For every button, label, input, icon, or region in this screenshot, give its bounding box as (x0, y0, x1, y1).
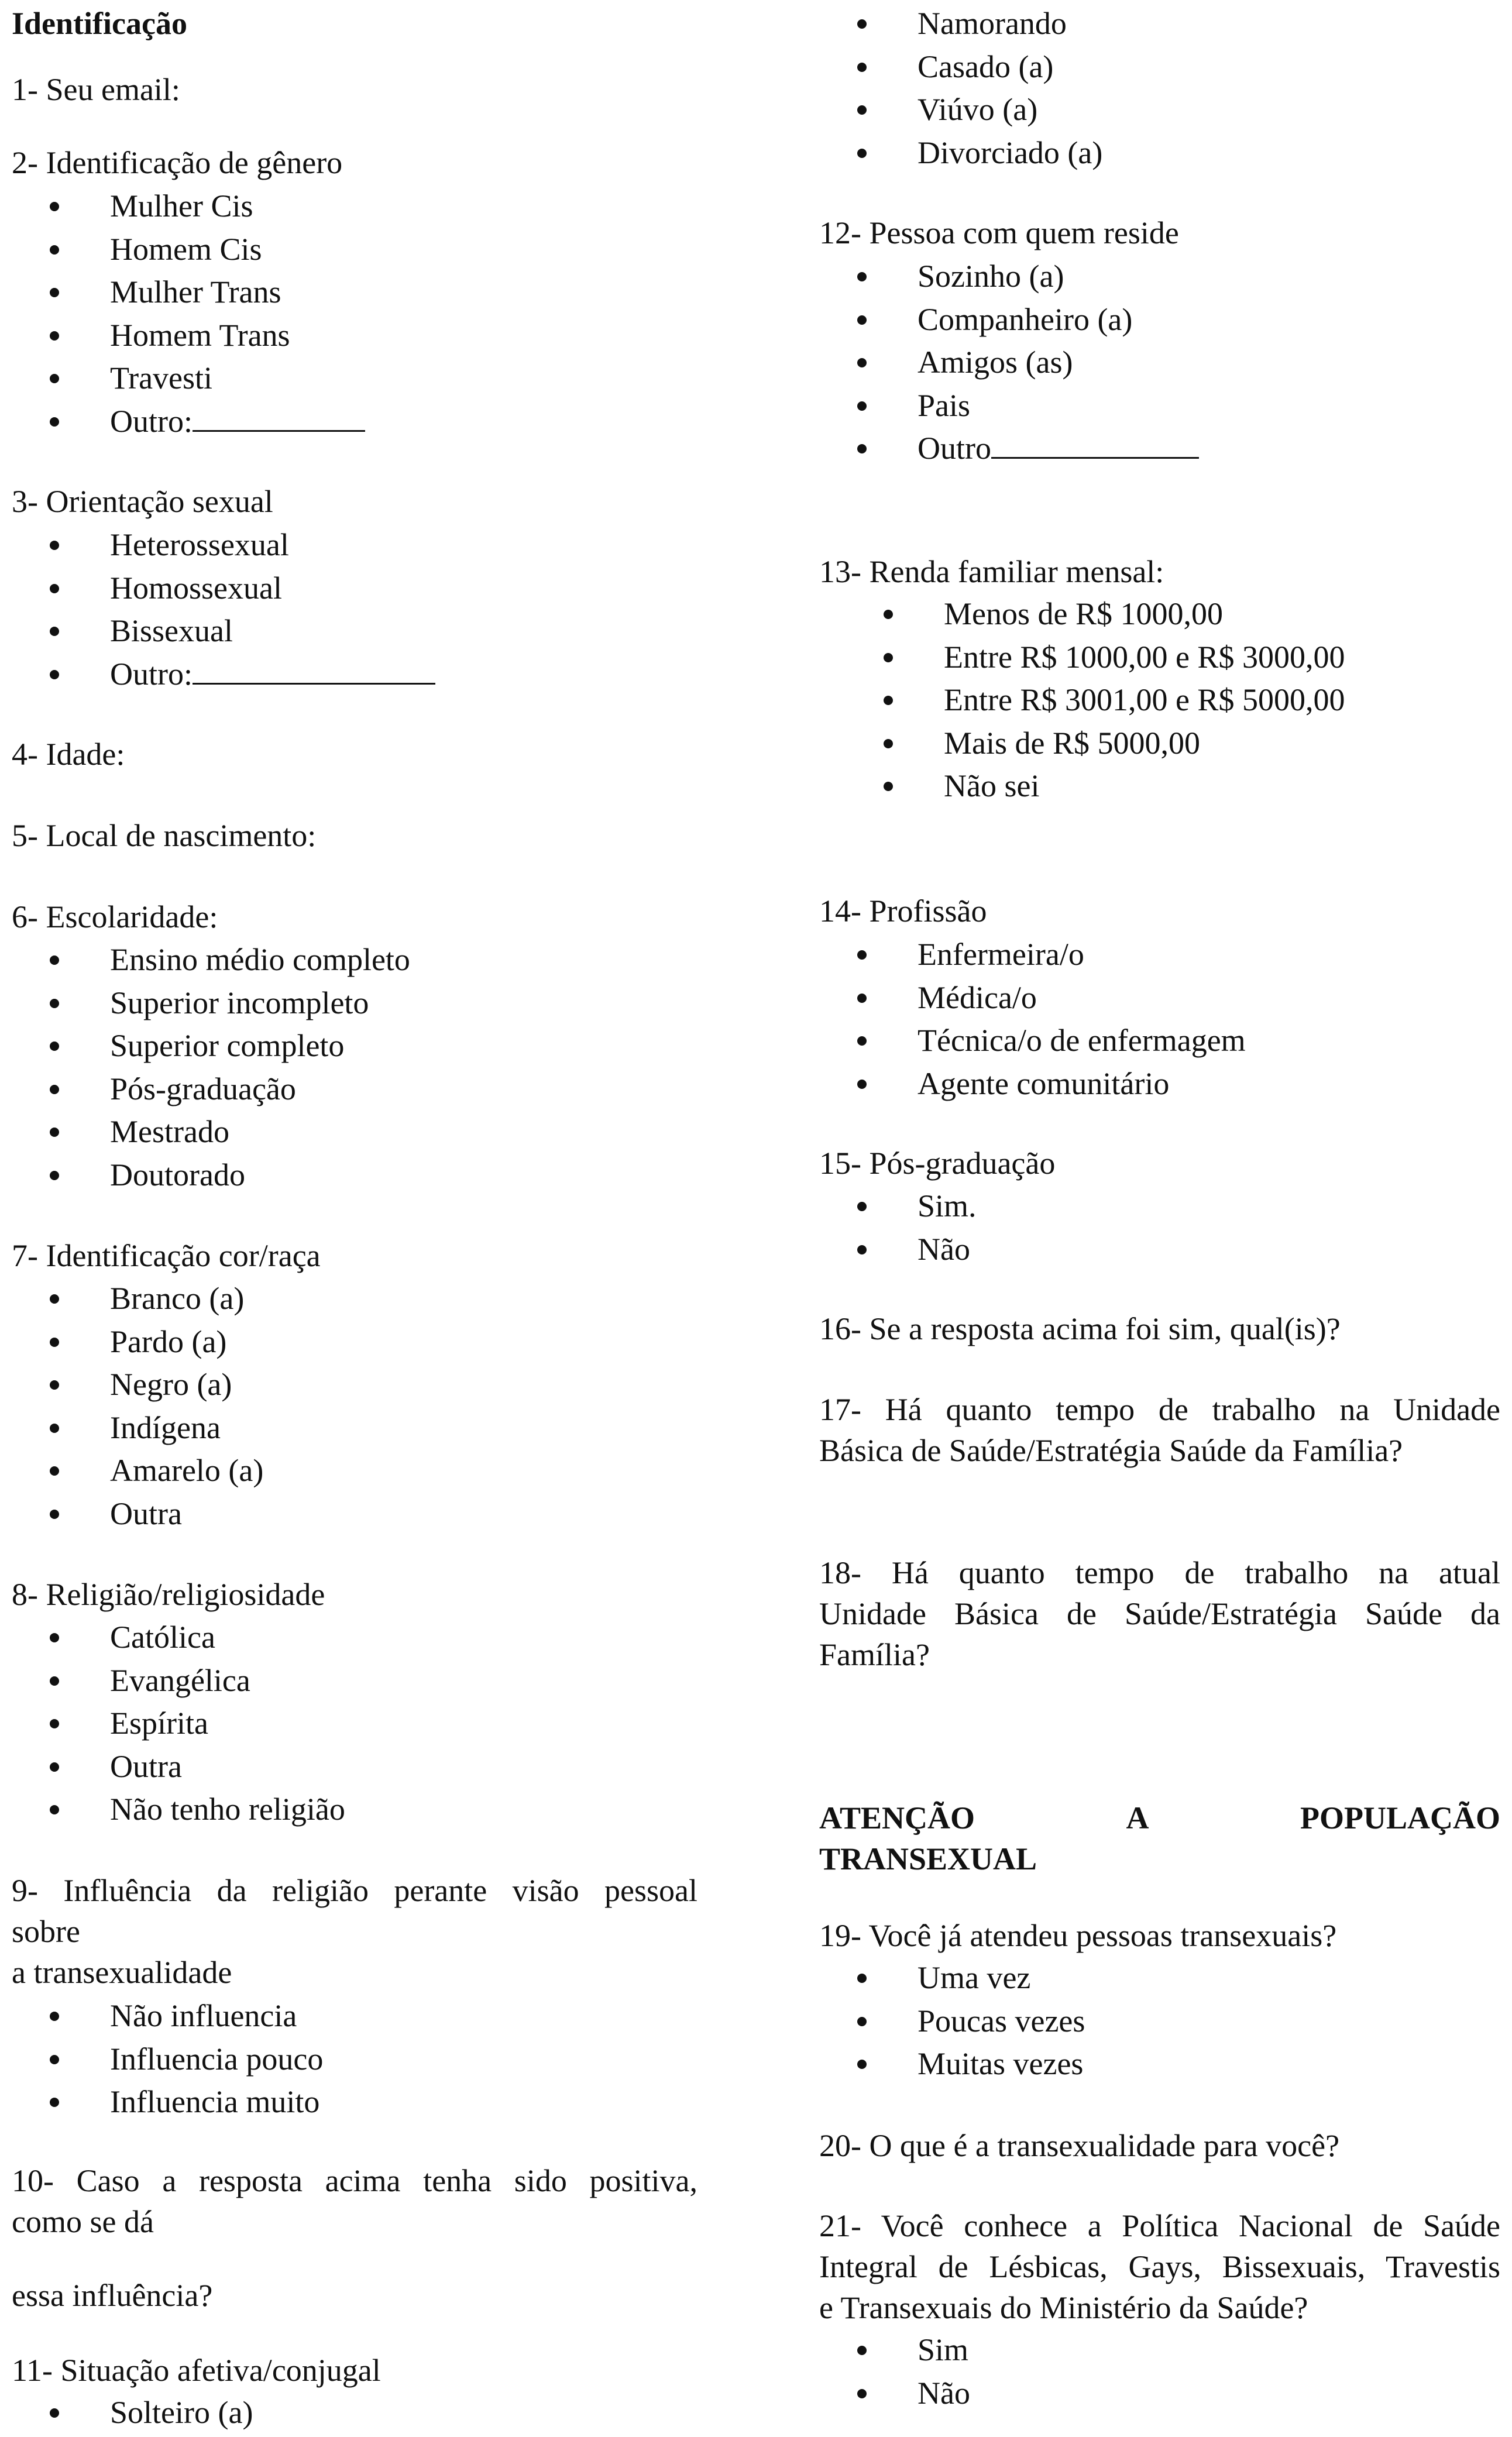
bullet-icon (50, 1510, 59, 1519)
bullet-icon (857, 1245, 867, 1254)
option-doutorado[interactable]: Doutorado (110, 1154, 410, 1197)
bullet-icon (884, 739, 893, 748)
option-bissexual[interactable]: Bissexual (110, 610, 435, 653)
marital-options-start (110, 2391, 253, 2435)
option-influencia-pouco[interactable]: Influencia pouco (110, 2038, 323, 2081)
option-nao-policy[interactable]: Não (917, 2372, 970, 2415)
option-nao-sei[interactable]: Não sei (944, 765, 1345, 808)
bullet-icon (857, 994, 867, 1003)
bullet-icon (50, 2098, 59, 2107)
bullet-icon (884, 610, 893, 619)
outro-gender-blank[interactable] (193, 404, 365, 432)
bullet-icon (857, 1036, 867, 1046)
bullet-icon (857, 444, 867, 453)
option-nao-postgrad[interactable]: Não (917, 1228, 977, 1271)
bullet-icon (50, 1085, 59, 1094)
option-nao-influencia[interactable]: Não influencia (110, 1995, 323, 2038)
page-title: Identificação (12, 6, 187, 41)
gender-options (110, 185, 365, 443)
question-11-marital: 11- Situação afetiva/conjugal (12, 2353, 381, 2388)
section-heading: ATENÇÃO A POPULAÇÃO TRANSEXUAL (819, 1800, 1500, 1876)
option-outro-residence[interactable]: Outro (917, 427, 1199, 470)
option-mulher-cis[interactable]: Mulher Cis (110, 185, 365, 228)
bullet-icon (50, 1128, 59, 1137)
religion-options (110, 1616, 345, 1831)
orientation-options (110, 524, 435, 696)
bullet-icon (857, 19, 867, 29)
bullet-icon (50, 1719, 59, 1728)
marital-options-continued (917, 2, 1102, 174)
bullet-icon (857, 2017, 867, 2026)
option-superior-incompleto[interactable]: Superior incompleto (110, 982, 410, 1025)
bullet-icon (50, 1762, 59, 1772)
option-medica[interactable]: Médica/o (917, 977, 1246, 1020)
question-18-line2: Unidade Básica de Saúde/Estratégia Saúde da (819, 1596, 1500, 1631)
option-sozinho[interactable]: Sozinho (a) (917, 255, 1199, 298)
option-superior-completo[interactable]: Superior completo (110, 1025, 410, 1068)
bullet-icon (857, 1974, 867, 1983)
profession-options (917, 933, 1246, 1105)
bullet-icon (50, 541, 59, 550)
bullet-icon (50, 2012, 59, 2021)
bullet-icon (50, 627, 59, 636)
option-ensino-medio[interactable]: Ensino médio completo (110, 939, 410, 982)
option-enfermeira[interactable]: Enfermeira/o (917, 933, 1246, 977)
option-influencia-muito[interactable]: Influencia muito (110, 2081, 323, 2124)
bullet-icon (50, 1633, 59, 1642)
bullet-icon (857, 2346, 867, 2355)
bullet-icon (857, 2060, 867, 2069)
bullet-icon (50, 331, 59, 341)
option-sim-postgrad[interactable]: Sim. (917, 1185, 977, 1228)
option-indigena[interactable]: Indígena (110, 1407, 263, 1450)
question-12-residence: 12- Pessoa com quem reside (819, 215, 1179, 250)
bullet-icon (857, 358, 867, 367)
option-outro-orientation[interactable]: Outro: (110, 653, 435, 696)
outro-orientation-blank[interactable] (193, 657, 435, 685)
option-viuvo[interactable]: Viúvo (a) (917, 88, 1102, 132)
question-16-which: 16- Se a resposta acima foi sim, qual(is)? (819, 1311, 1341, 1346)
question-13-income: 13- Renda familiar mensal: (819, 554, 1164, 589)
option-namorando[interactable]: Namorando (917, 2, 1102, 46)
option-outro-gender[interactable]: Outro: (110, 400, 365, 444)
bullet-icon (50, 2408, 59, 2418)
question-14-profession: 14- Profissão (819, 893, 987, 929)
question-18-line1: 18- Há quanto tempo de trabalho na atual (819, 1555, 1500, 1590)
policy-options (917, 2329, 970, 2415)
bullet-icon (50, 1338, 59, 1347)
question-18-line3: Família? (819, 1637, 930, 1672)
bullet-icon (857, 1202, 867, 1211)
postgrad-options (917, 1185, 977, 1271)
option-mestrado[interactable]: Mestrado (110, 1111, 410, 1154)
question-6-education: 6- Escolaridade: (12, 899, 218, 934)
bullet-icon (50, 1424, 59, 1433)
bullet-icon (50, 374, 59, 383)
option-pais[interactable]: Pais (917, 384, 1199, 428)
bullet-icon (884, 696, 893, 705)
question-17-line2: Básica de Saúde/Estratégia Saúde da Família? (819, 1433, 1403, 1468)
bullet-icon (50, 670, 59, 679)
question-21-line1: 21- Você conhece a Política Nacional de Saúde (819, 2208, 1500, 2243)
bullet-icon (50, 955, 59, 965)
option-companheiro[interactable]: Companheiro (a) (917, 298, 1199, 342)
bullet-icon (50, 1380, 59, 1390)
question-10-line3: essa influência? (12, 2278, 213, 2313)
bullet-icon (50, 584, 59, 593)
bullet-icon (50, 1042, 59, 1051)
option-homem-cis[interactable]: Homem Cis (110, 228, 365, 271)
question-8-religion: 8- Religião/religiosidade (12, 1577, 325, 1612)
bullet-icon (50, 288, 59, 297)
option-solteiro[interactable]: Solteiro (a) (110, 2391, 253, 2435)
bullet-icon (884, 782, 893, 791)
outro-residence-blank[interactable] (991, 431, 1199, 459)
option-pos-graduacao[interactable]: Pós-graduação (110, 1068, 410, 1111)
option-travesti[interactable]: Travesti (110, 357, 365, 400)
option-mulher-trans[interactable]: Mulher Trans (110, 271, 365, 314)
question-19-attended: 19- Você já atendeu pessoas transexuais? (819, 1918, 1337, 1953)
question-2-gender: 2- Identificação de gênero (12, 145, 343, 180)
bullet-icon (857, 950, 867, 960)
bullet-icon (50, 245, 59, 255)
option-muitas-vezes[interactable]: Muitas vezes (917, 2043, 1085, 2086)
question-1-email: 1- Seu email: (12, 72, 180, 107)
option-1000-3000[interactable]: Entre R$ 1000,00 e R$ 3000,00 (944, 636, 1345, 679)
education-options (110, 939, 410, 1197)
question-3-orientation: 3- Orientação sexual (12, 484, 273, 519)
question-20-definition: 20- O que é a transexualidade para você? (819, 2128, 1340, 2163)
bullet-icon (50, 1171, 59, 1180)
question-21-line3: e Transexuais do Ministério da Saúde? (819, 2290, 1308, 2325)
question-9-line3: a transexualidade (12, 1955, 232, 1990)
question-4-age: 4- Idade: (12, 737, 125, 772)
option-sem-religiao[interactable]: Não tenho religião (110, 1788, 345, 1831)
option-homem-trans[interactable]: Homem Trans (110, 314, 365, 358)
bullet-icon (50, 417, 59, 427)
bullet-icon (50, 1294, 59, 1304)
option-uma-vez[interactable]: Uma vez (917, 1957, 1085, 2000)
bullet-icon (50, 1676, 59, 1686)
question-10-line1: 10- Caso a resposta acima tenha sido positiva, (12, 2163, 697, 2198)
question-17-line1: 17- Há quanto tempo de trabalho na Unidade (819, 1392, 1500, 1427)
option-agente-comunitario[interactable]: Agente comunitário (917, 1063, 1246, 1106)
bullet-icon (857, 63, 867, 72)
option-mais-5000[interactable]: Mais de R$ 5000,00 (944, 722, 1345, 765)
question-21-line2: Integral de Lésbicas, Gays, Bissexuais, Travestis (819, 2249, 1500, 2284)
bullet-icon (50, 1805, 59, 1814)
income-options (944, 593, 1345, 808)
bullet-icon (857, 1080, 867, 1089)
option-casado[interactable]: Casado (a) (917, 46, 1102, 89)
option-negro[interactable]: Negro (a) (110, 1363, 263, 1407)
option-heterossexual[interactable]: Heterossexual (110, 524, 435, 567)
bullet-icon (857, 272, 867, 281)
bullet-icon (50, 1466, 59, 1476)
bullet-icon (857, 149, 867, 158)
option-3001-5000[interactable]: Entre R$ 3001,00 e R$ 5000,00 (944, 679, 1345, 722)
option-espirita[interactable]: Espírita (110, 1702, 345, 1745)
bullet-icon (884, 653, 893, 662)
option-divorciado[interactable]: Divorciado (a) (917, 132, 1102, 175)
question-15-postgrad: 15- Pós-graduação (819, 1146, 1056, 1181)
option-amigos[interactable]: Amigos (as) (917, 341, 1199, 384)
bullet-icon (857, 315, 867, 325)
bullet-icon (857, 401, 867, 411)
influence-options (110, 1995, 323, 2124)
question-5-birthplace: 5- Local de nascimento: (12, 818, 317, 853)
option-tecnica-enfermagem[interactable]: Técnica/o de enfermagem (917, 1019, 1246, 1063)
option-poucas-vezes[interactable]: Poucas vezes (917, 2000, 1085, 2043)
bullet-icon (857, 105, 867, 115)
bullet-icon (50, 202, 59, 211)
question-9-line2: sobre (12, 1914, 80, 1949)
option-homossexual[interactable]: Homossexual (110, 567, 435, 610)
question-10-line2: como se dá (12, 2204, 154, 2239)
race-options (110, 1277, 263, 1535)
option-amarelo[interactable]: Amarelo (a) (110, 1449, 263, 1493)
bullet-icon (50, 999, 59, 1008)
option-branco[interactable]: Branco (a) (110, 1277, 263, 1321)
option-catolica[interactable]: Católica (110, 1616, 345, 1659)
bullet-icon (50, 2055, 59, 2064)
option-evangelica[interactable]: Evangélica (110, 1659, 345, 1703)
option-outra-religion[interactable]: Outra (110, 1745, 345, 1789)
option-menos-1000[interactable]: Menos de R$ 1000,00 (944, 593, 1345, 636)
bullet-icon (857, 2389, 867, 2398)
option-pardo[interactable]: Pardo (a) (110, 1321, 263, 1364)
question-7-race: 7- Identificação cor/raça (12, 1238, 321, 1273)
residence-options (917, 255, 1199, 470)
attended-options (917, 1957, 1085, 2086)
option-sim-policy[interactable]: Sim (917, 2329, 970, 2372)
question-9-line1: 9- Influência da religião perante visão pessoal (12, 1873, 697, 1908)
option-outra-race[interactable]: Outra (110, 1493, 263, 1536)
